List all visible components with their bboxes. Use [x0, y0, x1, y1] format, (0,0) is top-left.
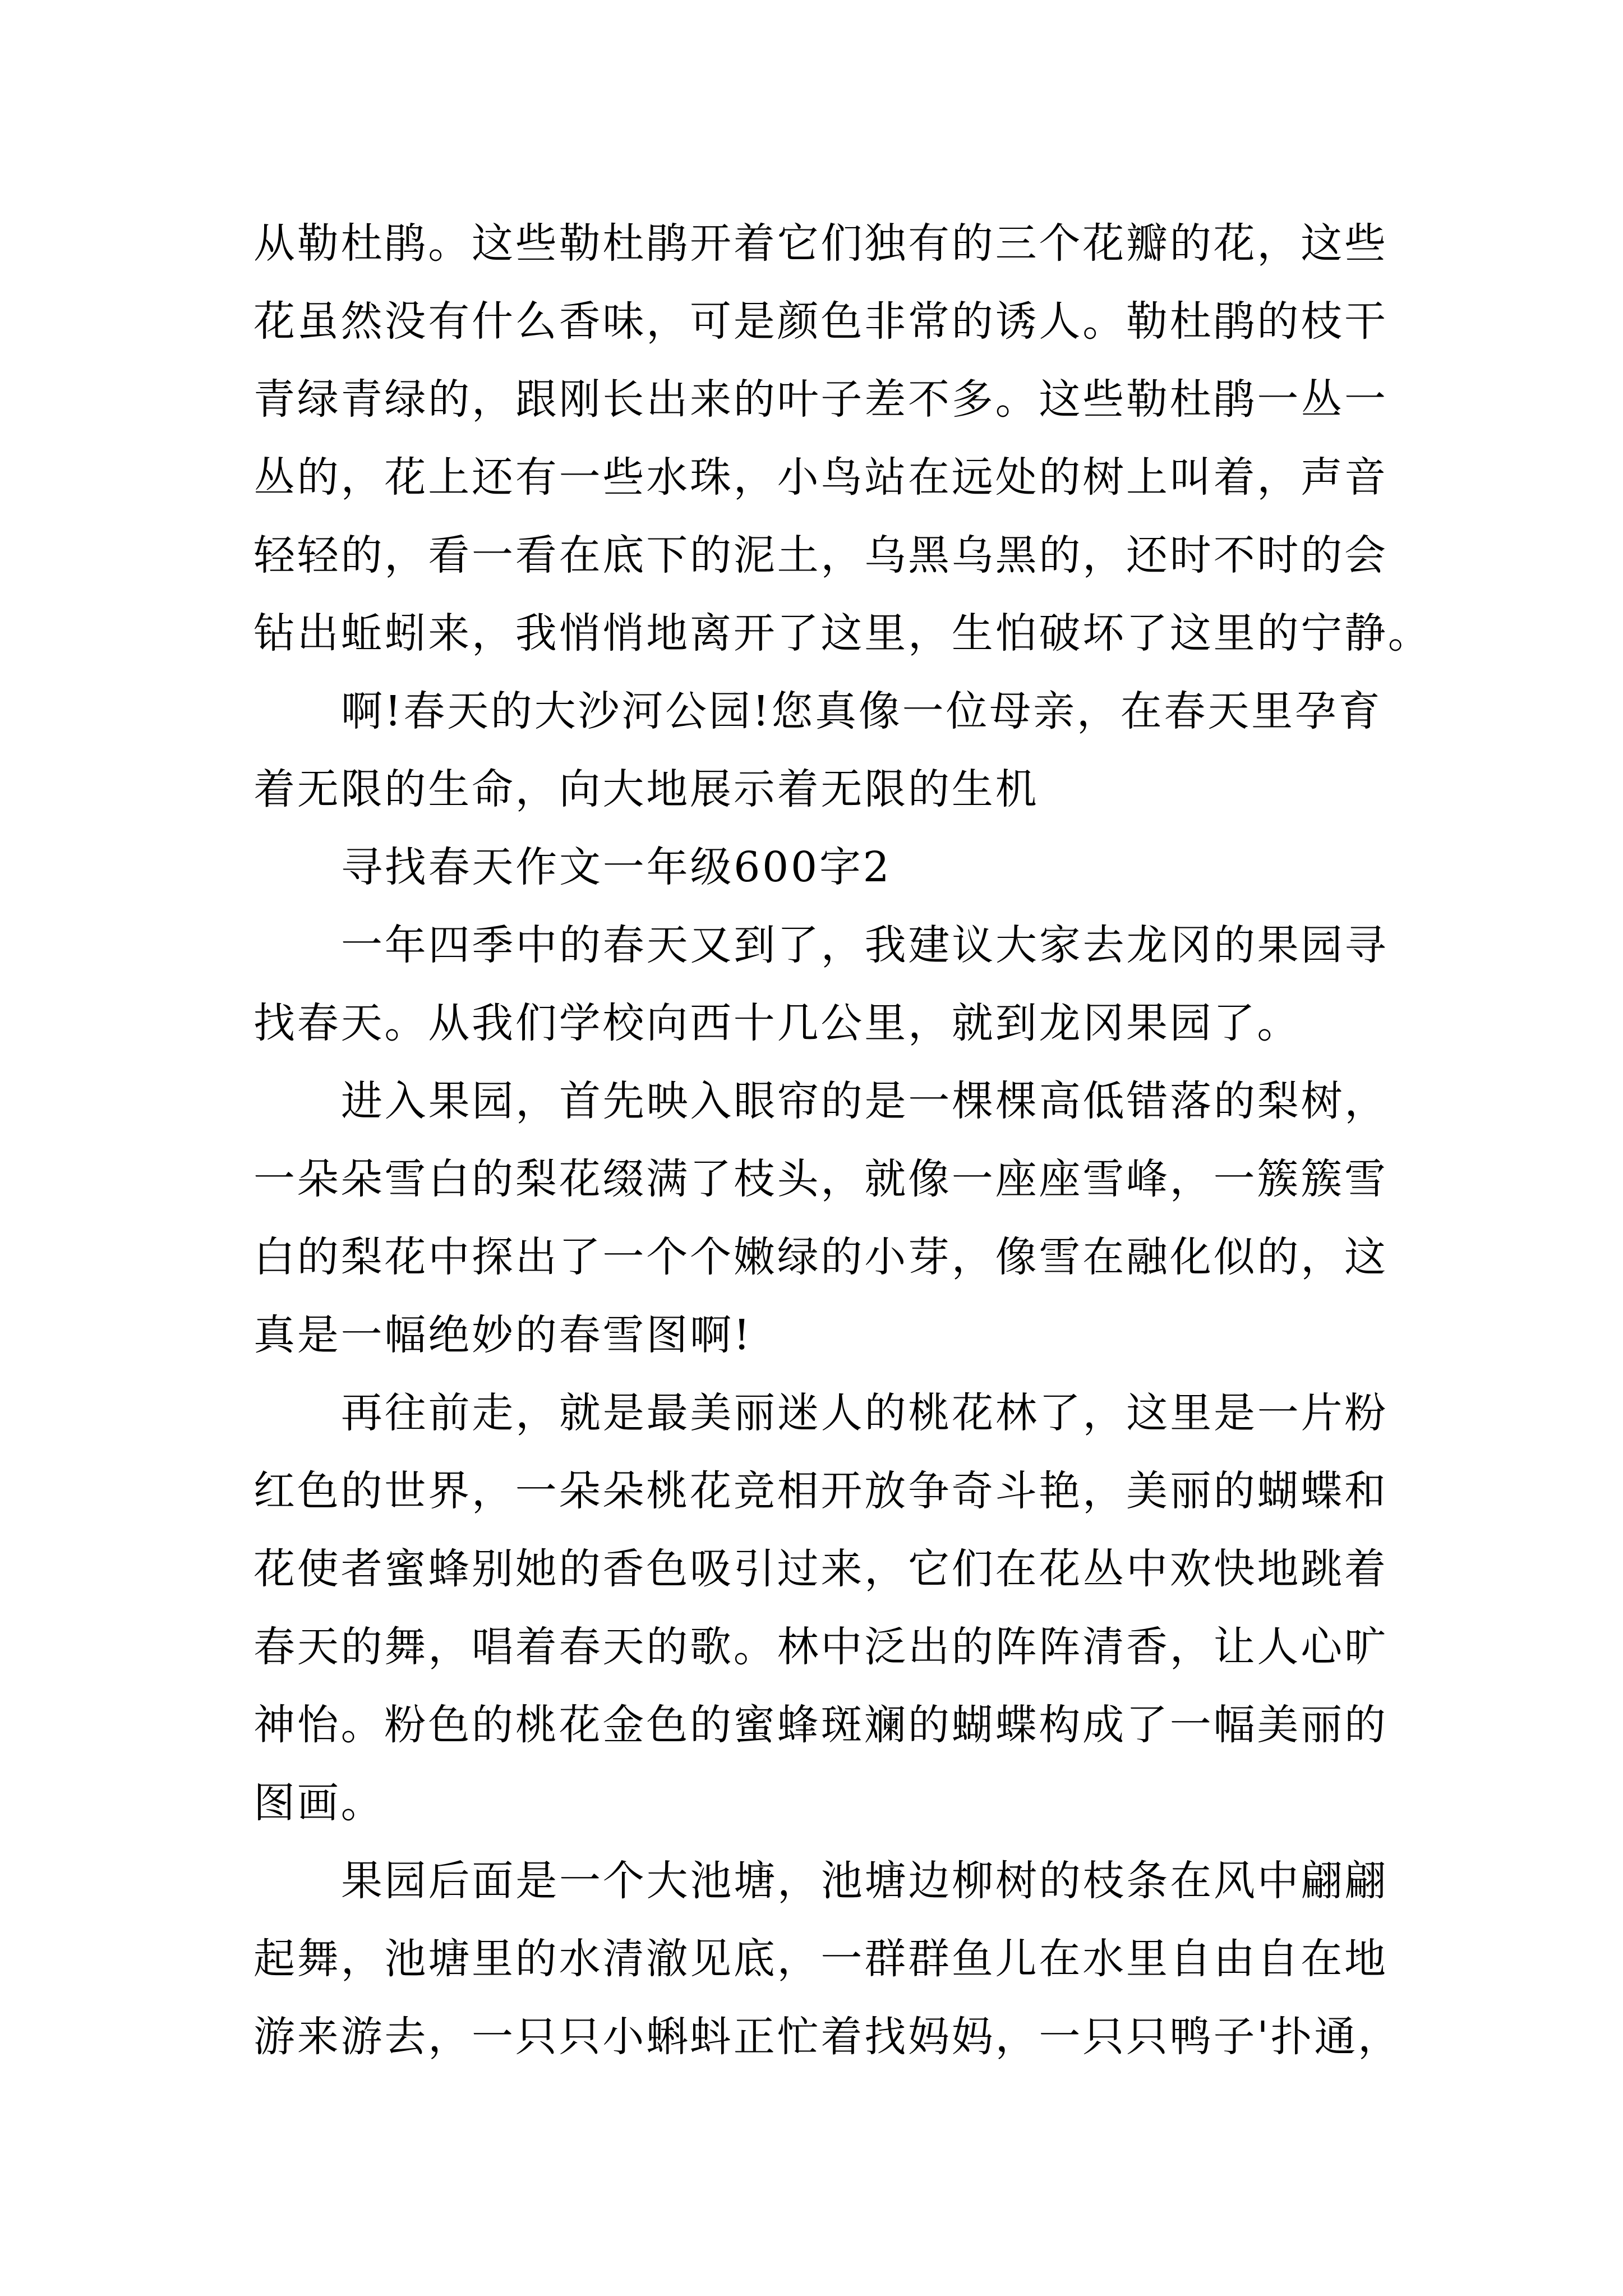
section-heading	[253, 829, 1431, 907]
text-line: 一朵朵雪白的梨花缀满了枝头，就像一座座雪峰，一簇簇雪	[253, 1155, 1388, 1203]
text-line: 一年四季中的春天又到了，我建议大家去龙冈的果园寻	[341, 921, 1389, 969]
text-line: 青绿青绿的，跟刚长出来的叶子差不多。这些勒杜鹃一丛一	[253, 375, 1388, 424]
paragraph	[253, 1842, 1431, 2076]
text-line: 神怡。粉色的桃花金色的蜜蜂斑斓的蝴蝶构成了一幅美丽的	[253, 1701, 1388, 1749]
text-line: 轻轻的，看一看在底下的泥土，乌黑乌黑的，还时不时的会	[253, 531, 1388, 579]
text-line: 红色的世界，一朵朵桃花竞相开放争奇斗艳，美丽的蝴蝶和	[253, 1467, 1388, 1515]
text-line: 起舞，池塘里的水清澈见底，一群群鱼儿在水里自由自在地	[253, 1935, 1388, 1983]
text-line: 真是一幅绝妙的春雪图啊!	[253, 1311, 753, 1359]
text-line: 从勒杜鹃。这些勒杜鹃开着它们独有的三个花瓣的花，这些	[253, 219, 1388, 268]
text-line: 再往前走，就是最美丽迷人的桃花林了，这里是一片粉	[341, 1389, 1389, 1437]
text-line: 啊!春天的大沙河公园!您真像一位母亲，在春天里孕育	[341, 687, 1382, 735]
text-line: 钻出蚯蚓来，我悄悄地离开了这里，生怕破坏了这里的宁静。	[253, 609, 1432, 657]
text-body	[253, 205, 1431, 2076]
text-line: 花虽然没有什么香味，可是颜色非常的诱人。勒杜鹃的枝干	[253, 297, 1388, 346]
text-line: 进入果园，首先映入眼帘的是一棵棵高低错落的梨树，	[341, 1077, 1389, 1125]
paragraph	[253, 205, 1431, 673]
text-line: 着无限的生命，向大地展示着无限的生机	[253, 765, 1039, 813]
paragraph	[253, 1062, 1431, 1374]
text-line: 图画。	[253, 1779, 385, 1827]
text-line: 丛的，花上还有一些水珠，小鸟站在远处的树上叫着，声音	[253, 453, 1388, 501]
paragraph	[253, 673, 1431, 829]
text-line: 果园后面是一个大池塘，池塘边柳树的枝条在风中翩翩	[341, 1857, 1389, 1905]
text-line: 春天的舞，唱着春天的歌。林中泛出的阵阵清香，让人心旷	[253, 1623, 1388, 1671]
text-line: 白的梨花中探出了一个个嫩绿的小芽，像雪在融化似的，这	[253, 1233, 1388, 1281]
text-line: 花使者蜜蜂别她的香色吸引过来，它们在花丛中欢快地跳着	[253, 1545, 1388, 1593]
section-heading-text: 寻找春天作文一年级600字2	[341, 843, 892, 891]
text-line: 找春天。从我们学校向西十几公里，就到龙冈果园了。	[253, 999, 1301, 1047]
text-line: 游来游去，一只只小蝌蚪正忙着找妈妈，一只只鸭子'扑通，	[253, 2013, 1401, 2061]
paragraph	[253, 907, 1431, 1062]
paragraph	[253, 1374, 1431, 1842]
